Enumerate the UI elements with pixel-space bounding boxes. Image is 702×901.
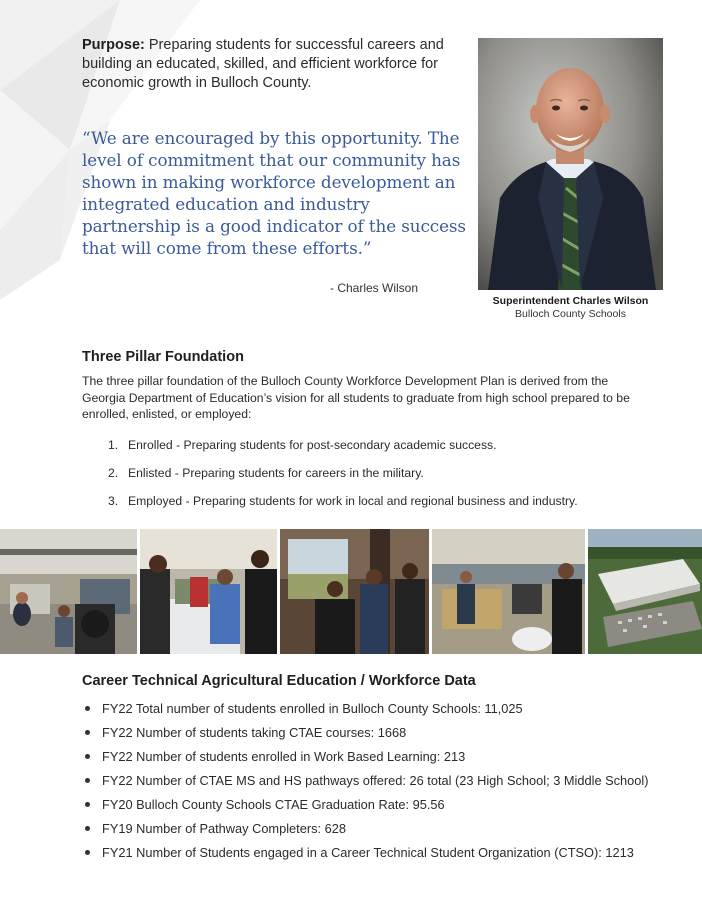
data-item-text: FY21 Number of Students engaged in a Career Technical Student Organization (CTSO): 1213 bbox=[102, 845, 634, 860]
pillar-item bbox=[108, 465, 668, 493]
quote-attribution: - Charles Wilson bbox=[330, 281, 419, 295]
data-item-text: FY22 Number of CTAE MS and HS pathways offered: 26 total (23 High School; 3 Middle School) bbox=[102, 773, 649, 788]
pillar-number: 1. bbox=[108, 438, 119, 452]
list-item bbox=[82, 724, 692, 741]
superintendent-portrait bbox=[478, 38, 663, 290]
bullet-icon bbox=[85, 850, 90, 855]
pillar-text: Enrolled - Preparing students for post-secondary academic success. bbox=[128, 438, 497, 452]
data-item-text: FY22 Number of students taking CTAE courses: 1668 bbox=[102, 725, 407, 740]
data-item-text: FY20 Bulloch County Schools CTAE Graduation Rate: 95.56 bbox=[102, 797, 445, 812]
pillar-number: 3. bbox=[108, 494, 119, 508]
portrait-caption-title: Superintendent Charles Wilson bbox=[492, 295, 649, 307]
photo-career-fair bbox=[280, 529, 429, 654]
list-item bbox=[82, 844, 692, 861]
data-item-text: FY22 Total number of students enrolled in Bulloch County Schools: 11,025 bbox=[102, 701, 523, 716]
data-item-text: FY22 Number of students enrolled in Work Based Learning: 213 bbox=[102, 749, 466, 764]
bullet-icon bbox=[85, 730, 90, 735]
bullet-icon bbox=[85, 754, 90, 759]
list-item bbox=[82, 772, 692, 789]
bullet-icon bbox=[85, 706, 90, 711]
data-section-heading: Career Technical Agricultural Education / Workforce Data bbox=[82, 673, 476, 689]
photo-students-lab bbox=[140, 529, 276, 654]
list-item bbox=[82, 796, 692, 813]
pillar-text: Employed - Preparing students for work in local and regional business and industry. bbox=[128, 494, 578, 508]
purpose-label: Purpose: bbox=[82, 37, 145, 53]
pillar-item bbox=[108, 493, 668, 521]
pillar-list bbox=[108, 437, 668, 521]
pillar-number: 2. bbox=[108, 466, 119, 480]
pillar-section-intro: The three pillar foundation of the Bulloch County Workforce Development Plan is derived from the Georgia Department of Education’s vision for all students to graduate from high school prepared to be enrolled, enlisted, or employed: bbox=[82, 374, 630, 421]
photo-aerial-facility bbox=[588, 529, 702, 654]
photo-warehouse-workers bbox=[432, 529, 585, 654]
bullet-icon bbox=[85, 778, 90, 783]
portrait-caption-subtitle: Bulloch County Schools bbox=[515, 308, 626, 320]
pillar-section-heading: Three Pillar Foundation bbox=[82, 349, 244, 365]
photo-strip bbox=[0, 529, 702, 654]
photo-factory-floor bbox=[0, 529, 137, 654]
bullet-icon bbox=[85, 826, 90, 831]
list-item bbox=[82, 820, 692, 837]
pillar-text: Enlisted - Preparing students for careers in the military. bbox=[128, 466, 424, 480]
bullet-icon bbox=[85, 802, 90, 807]
data-item-text: FY19 Number of Pathway Completers: 628 bbox=[102, 821, 346, 836]
workforce-data-list bbox=[82, 700, 692, 868]
purpose-text: Preparing students for successful careers and building an educated, skilled, and efficient workforce for economic growth in Bulloch County. bbox=[82, 37, 444, 91]
list-item bbox=[82, 700, 692, 717]
purpose-statement bbox=[82, 36, 472, 93]
list-item bbox=[82, 748, 692, 765]
pillar-item bbox=[108, 437, 668, 465]
pull-quote: “We are encouraged by this opportunity. The level of commitment that our community has shown in making workforce development an integrated education and industry partnership is a good indicator of the success that will come from these efforts.” bbox=[82, 128, 466, 258]
portrait-caption bbox=[478, 294, 663, 321]
